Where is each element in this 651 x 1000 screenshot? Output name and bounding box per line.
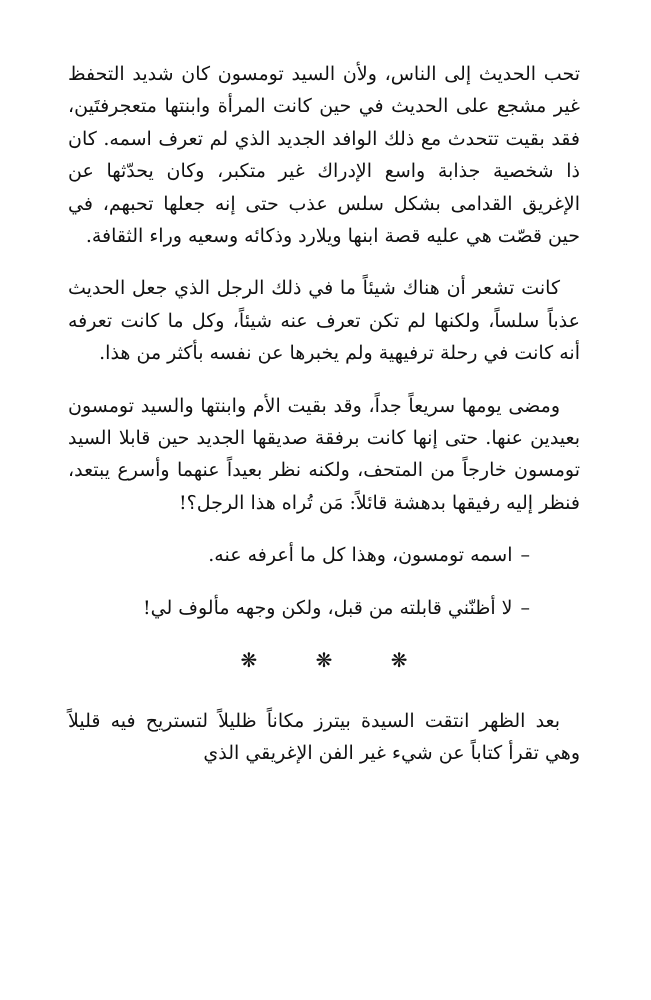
dialogue-dash: – (520, 544, 530, 567)
paragraph-3: ومضى يومها سريعاً جداً، وقد بقيت الأم وابنتها والسيد تومسون بعيدين عنها. حتى إنها كانت برفقة صديقها الجديد حين قابلا السيد تومسون خارجاً من المتحف، ولكنه نظر بعيداً عنهما وأسرع يبتعد، فنظر إليه رفيقها بدهشة قائلاً: مَن تُراه هذا الرجل؟! (68, 394, 580, 514)
dialogue-dash: – (520, 596, 530, 619)
paragraph-1: تحب الحديث إلى الناس، ولأن السيد تومسون كان شديد التحفظ غير مشجع على الحديث في حين كانت المرأة وابنتها متعجرفتَين، فقد بقيت تتحدث مع ذلك الوافد الجديد الذي لم تعرف اسمه. كان ذا شخصية جذابة واسع الإدراك غير متكبر، وكان يحدّثها عن الإغريق القدامى بشكل سلس عذب حتى إنه جعلها تحبهم، في حين قصّت هي عليه قصة ابنها ويلارد وذكائه وسعيه وراء الثقافة. (68, 63, 580, 248)
book-page (68, 58, 580, 789)
paragraph-2: كانت تشعر أن هناك شيئاً ما في ذلك الرجل الذي جعل الحديث عذباً سلساً، ولكنها لم تكن تعرف عنه شيئاً، وكل ما كانت تعرفه أنه كانت في رحلة ترفيهية ولم يخبرها عن نفسه بأكثر من هذا. (68, 277, 580, 365)
section-separator: ❋ ❋ ❋ (240, 648, 434, 673)
dialogue-line-2 (68, 592, 580, 624)
paragraph-4: بعد الظهر انتقت السيدة بيترز مكاناً ظليلاً لتستريح فيه قليلاً وهي تقرأ كتاباً عن شيء غير الفن الإغريقي الذي (68, 709, 580, 764)
dialogue-text-2: لا أظنّني قابلته من قبل، ولكن وجهه مألوف لي! (142, 596, 513, 619)
dialogue-line-1 (68, 539, 580, 571)
dialogue-text-1: اسمه تومسون، وهذا كل ما أعرفه عنه. (208, 544, 513, 567)
